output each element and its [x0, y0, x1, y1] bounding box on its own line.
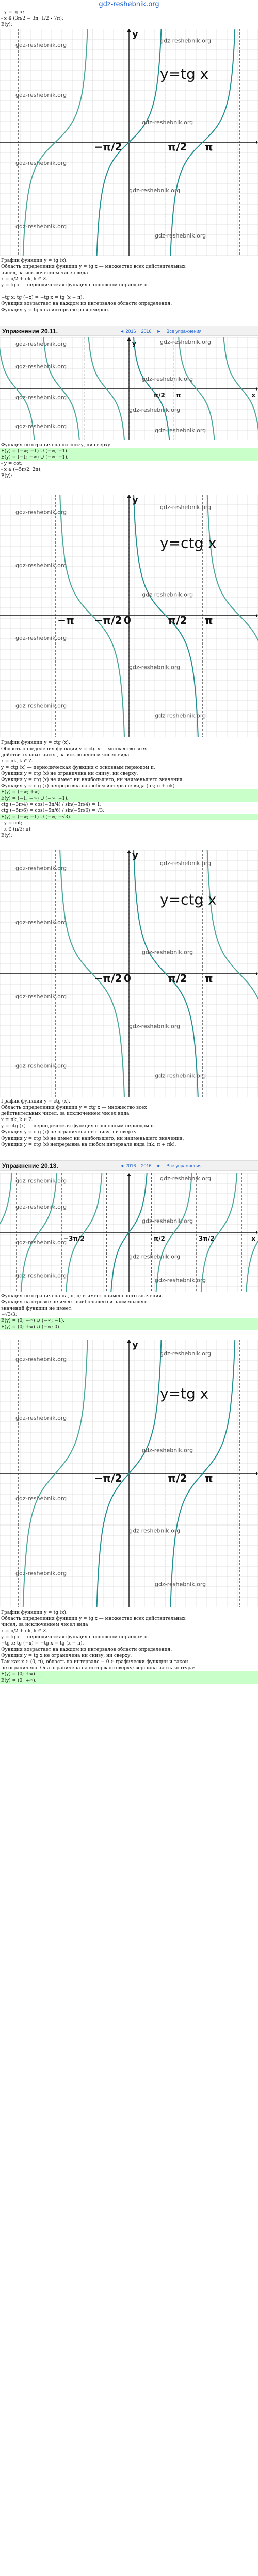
text-line: ctg (−5π/6) = cos(−5π/6) / sin(−5π/6) = √3;	[1, 808, 105, 814]
text-line: E(y) = (−∞; −1) ∪ (−∞; −√3).	[0, 814, 258, 820]
tick-label: π	[204, 614, 213, 626]
text-line: E(y):	[1, 833, 12, 838]
text-line: E(y):	[1, 22, 12, 27]
watermark: gdz-reshebnik.org	[15, 223, 67, 230]
function-graph	[0, 495, 258, 737]
function-graph	[0, 337, 258, 440]
tick-label: −π	[57, 614, 74, 626]
text-line: ctg (−3π/4) = cos(−3π/4) / sin(−3π/4) = 1;	[1, 802, 102, 807]
nav-all-link[interactable]: Все упражнения	[166, 329, 202, 334]
graph-label: y=tg x	[160, 1385, 209, 1402]
text-line: Функция не ограничена ни снизу, ни сверху.	[1, 443, 112, 448]
tick-label: π	[204, 141, 213, 153]
watermark: gdz-reshebnik.org	[160, 1350, 212, 1358]
text-line: −tg x; tg (−x) = −tg x = tg (x − π).	[1, 295, 84, 300]
nav-all-link[interactable]: Все упражнения	[166, 1163, 202, 1168]
text-line: −√3/3;	[1, 1312, 17, 1317]
graph-label: y=ctg x	[160, 891, 217, 908]
tick-label: π	[204, 972, 213, 985]
watermark: gdz-reshebnik.org	[142, 1217, 194, 1225]
text-line: E(y):	[1, 473, 12, 479]
tick-label: π/2	[168, 614, 187, 626]
watermark: gdz-reshebnik.org	[142, 1447, 194, 1454]
text-line: E(y) = (0; +∞) ∪ (−∞; 0).	[0, 1324, 258, 1330]
text-line: Функция y = tg x на интервале равномерно.	[1, 308, 109, 313]
graph-svg	[0, 495, 258, 737]
solution-text	[0, 442, 258, 479]
text-line: чисел, за исключением чисел вида	[1, 270, 88, 276]
graph-svg	[0, 1173, 258, 1292]
watermark: gdz-reshebnik.org	[15, 993, 67, 1000]
watermark: gdz-reshebnik.org	[15, 919, 67, 926]
watermark: gdz-reshebnik.org	[129, 1527, 181, 1534]
function-graph	[0, 1340, 258, 1607]
solution-text	[0, 1609, 258, 1684]
text-line: E(y) = (−∞; −1) ∪ (−∞; −1).	[0, 448, 258, 454]
watermark: gdz-reshebnik.org	[15, 1495, 67, 1502]
watermark: gdz-reshebnik.org	[15, 1204, 67, 1210]
watermark: gdz-reshebnik.org	[155, 1277, 206, 1284]
site-header	[0, 0, 258, 9]
text-line: Функция y = ctg (x) не имеет ни наибольшего, ни наименьшего значения.	[1, 777, 184, 783]
text-line: x = π/2 + πk, k ∈ Z.	[1, 277, 48, 282]
exercise-title: Упражнение 20.11.	[2, 328, 58, 335]
nav-book-link[interactable]: 2016	[141, 1163, 152, 1168]
watermark: gdz-reshebnik.org	[129, 406, 181, 413]
text-line: - y = cot;	[1, 461, 23, 466]
y-axis-label: y	[132, 495, 138, 505]
watermark: gdz-reshebnik.org	[160, 1175, 212, 1182]
watermark: gdz-reshebnik.org	[15, 702, 67, 709]
text-line: - y = cot;	[1, 821, 23, 826]
tick-label: x	[251, 1235, 256, 1242]
watermark: gdz-reshebnik.org	[15, 1415, 67, 1421]
nav-next-link[interactable]: ►	[156, 1163, 162, 1168]
text-line: x = πk, k ∈ Z.	[1, 1117, 34, 1123]
site-link[interactable]: gdz-reshebnik.org	[99, 1, 159, 8]
text-line: Функция y = ctg (x) непрерывна на любом интервале вида (πk; π + πk).	[1, 1142, 176, 1147]
watermark: gdz-reshebnik.org	[129, 664, 181, 671]
text-line: y = tg x — периодическая функция с основным периодом π.	[1, 283, 149, 288]
text-line: y = ctg (x) — периодическая функция с основным периодом π.	[1, 1124, 155, 1129]
exercise-title: Упражнение 20.13.	[2, 1162, 58, 1170]
text-line: y = ctg (x) — периодическая функция с основным периодом π.	[1, 765, 155, 770]
text-line: График функции y = ctg (x).	[1, 1099, 70, 1104]
nav-next-link[interactable]: ►	[156, 329, 162, 334]
text-line: действительных чисел, за исключением чисел вида	[1, 753, 130, 758]
watermark: gdz-reshebnik.org	[15, 1355, 67, 1363]
text-line: E(y) = (−∞; +∞)	[0, 789, 258, 795]
watermark: gdz-reshebnik.org	[15, 865, 67, 872]
watermark: gdz-reshebnik.org	[142, 118, 194, 126]
text-line: −tg x; tg (−x) = −tg x = tg (x − π).	[1, 1641, 84, 1646]
watermark: gdz-reshebnik.org	[129, 1253, 181, 1260]
text-line: x = πk, k ∈ Z.	[1, 759, 34, 764]
exercise-header	[0, 326, 258, 336]
text-line: y = tg x — периодическая функция с основным периодом π.	[1, 1635, 149, 1640]
text-line: E(y) = (−1; −∞) ∪ (−∞; −1).	[0, 454, 258, 461]
tick-label: 3π/2	[198, 1235, 215, 1242]
text-line: Функция y = ctg (x) не ограничена ни снизу, ни сверху.	[1, 1130, 138, 1135]
text-line: E(y) = (0; −∞) ∪ (−∞; −1).	[0, 1318, 258, 1324]
y-axis-label: y	[132, 850, 138, 861]
text-line: значений функции не имеет.	[1, 1306, 73, 1311]
tick-label: −π/2	[94, 141, 122, 153]
exercise-header	[0, 1160, 258, 1171]
y-axis-label: y	[132, 340, 136, 347]
text-line: - x ∈ (−5π/2; 2π);	[1, 467, 42, 472]
watermark: gdz-reshebnik.org	[160, 859, 212, 867]
text-line: - x ∈ (3π/2 − 3π; 1/2 ∙ 7π);	[1, 16, 63, 21]
exercise-nav	[120, 1163, 207, 1169]
watermark: gdz-reshebnik.org	[15, 394, 67, 401]
tick-label: π/2	[153, 392, 165, 399]
y-axis-label: y	[132, 29, 138, 40]
tick-label: π	[204, 1472, 213, 1484]
watermark: gdz-reshebnik.org	[142, 591, 194, 598]
text-line: - y = tg x;	[1, 10, 24, 15]
text-line: действительных чисел, за исключением чисел вида	[1, 1111, 130, 1116]
tick-label: π/2	[168, 1472, 187, 1484]
watermark: gdz-reshebnik.org	[15, 341, 67, 347]
function-graph	[0, 850, 258, 1097]
watermark: gdz-reshebnik.org	[142, 376, 194, 382]
tick-label: 0	[124, 614, 131, 626]
watermark: gdz-reshebnik.org	[129, 187, 181, 194]
text-line: Область определения функции y = ctg x — множество всех	[1, 1105, 147, 1110]
text-line: - x ∈ (π/3; π);	[1, 827, 32, 832]
function-graph	[0, 1173, 258, 1292]
text-line: не ограничена. Она ограничена на интервале сверху; вершина часть контура:	[1, 1666, 195, 1671]
graph-label: y=tg x	[160, 65, 209, 82]
text-line: Функция y = ctg (x) непрерывна на любом интервале вида (πk; π + πk).	[1, 784, 176, 789]
text-line: График функции y = tg (x).	[1, 1610, 68, 1615]
graph-svg	[0, 850, 258, 1097]
watermark: gdz-reshebnik.org	[142, 948, 194, 956]
watermark: gdz-reshebnik.org	[160, 504, 212, 511]
text-line: Функция возрастает на каждом из интервалов области определения.	[1, 301, 172, 307]
watermark: gdz-reshebnik.org	[160, 338, 212, 345]
watermark: gdz-reshebnik.org	[155, 1072, 206, 1079]
watermark: gdz-reshebnik.org	[15, 1177, 67, 1184]
exercise-nav	[120, 328, 207, 334]
watermark: gdz-reshebnik.org	[15, 92, 67, 98]
text-line: E(y) = (0; +∞).	[0, 1671, 258, 1677]
text-line: Функция не ограничена на, π, π; и имеет наименьшего значения.	[1, 1294, 163, 1299]
watermark: gdz-reshebnik.org	[155, 232, 206, 239]
tick-label: π/2	[153, 1235, 165, 1242]
solution-text	[0, 1098, 258, 1148]
nav-book-link[interactable]: 2016	[141, 329, 152, 334]
tick-label: 0	[124, 972, 131, 985]
nav-prev-link[interactable]: ◄ 2016	[120, 329, 136, 334]
watermark: gdz-reshebnik.org	[15, 635, 67, 641]
tick-label: −3π/2	[63, 1235, 85, 1242]
text-line: x = π/2 + πk, k ∈ Z.	[1, 1629, 48, 1634]
watermark: gdz-reshebnik.org	[160, 37, 212, 44]
text-line: E(y) = (−1; −∞) ∪ (−∞; −1).	[0, 795, 258, 802]
watermark: gdz-reshebnik.org	[155, 427, 206, 434]
text-line: Функция на отрезке не имеет наибольшего и наименьшего	[1, 1300, 148, 1305]
nav-prev-link[interactable]: ◄ 2016	[120, 1163, 136, 1168]
solution-text	[0, 1293, 258, 1330]
watermark: gdz-reshebnik.org	[155, 712, 206, 719]
tick-label: −π/2	[94, 972, 122, 985]
graph-svg	[0, 1340, 258, 1607]
text-line	[0, 289, 258, 295]
function-graph	[0, 29, 258, 256]
graph-label: y=ctg x	[160, 534, 217, 552]
watermark: gdz-reshebnik.org	[15, 1062, 67, 1070]
solution-text	[0, 258, 258, 313]
text-line: Область определения функции y = ctg x — множество всех	[1, 747, 147, 752]
tick-label: −π/2	[94, 1472, 122, 1484]
graph-svg	[0, 337, 258, 440]
text-line: Функция возрастает на каждом из интервалов области определения.	[1, 1647, 172, 1652]
watermark: gdz-reshebnik.org	[15, 363, 67, 370]
watermark: gdz-reshebnik.org	[15, 1570, 67, 1577]
text-line: Функция y = tg x не ограничена ни снизу, ни сверху.	[1, 1653, 132, 1658]
text-line: чисел, за исключением чисел вида	[1, 1622, 88, 1628]
watermark: gdz-reshebnik.org	[15, 1239, 67, 1246]
text-line: Область определения функции y = tg x — множество всех действительных	[1, 1616, 186, 1621]
graph-svg	[0, 29, 258, 256]
tick-label: x	[251, 392, 256, 399]
tick-label: π	[176, 392, 181, 399]
task-lines	[0, 9, 258, 28]
text-line: Функция y = ctg (x) не ограничена ни снизу, ни сверху.	[1, 771, 138, 776]
tick-label: π/2	[168, 141, 187, 153]
text-line: Область определения функции y = tg x — множество всех действительных	[1, 264, 186, 269]
tick-label: −π/2	[94, 614, 122, 626]
text-line: График функции y = ctg (x).	[1, 740, 70, 745]
text-line: График функции y = tg (x).	[1, 258, 68, 263]
text-line: E(y) = (0; +∞).	[0, 1677, 258, 1684]
watermark: gdz-reshebnik.org	[15, 160, 67, 166]
watermark: gdz-reshebnik.org	[15, 509, 67, 516]
tick-label: π/2	[168, 972, 187, 985]
watermark: gdz-reshebnik.org	[15, 42, 67, 49]
watermark: gdz-reshebnik.org	[155, 1581, 206, 1588]
watermark: gdz-reshebnik.org	[15, 423, 67, 430]
text-line: Так как x ∈ (0; π), область на интервале − 0 ∈ графически функции и такой	[1, 1659, 188, 1665]
watermark: gdz-reshebnik.org	[15, 1272, 67, 1279]
watermark: gdz-reshebnik.org	[129, 1023, 181, 1030]
watermark: gdz-reshebnik.org	[15, 562, 67, 569]
y-axis-label: y	[132, 1340, 138, 1350]
solution-text	[0, 740, 258, 839]
text-line: Функция y = ctg (x) не имеет ни наибольшего, ни наименьшего значения.	[1, 1136, 184, 1141]
